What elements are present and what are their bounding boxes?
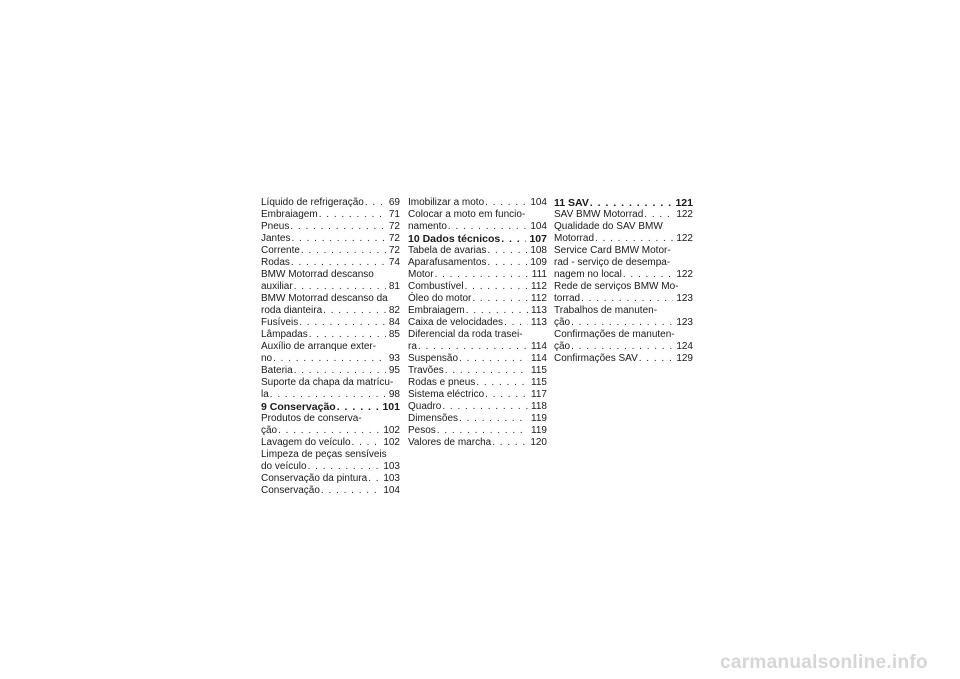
index-entry (261, 377, 400, 401)
index-entry (408, 245, 547, 257)
page-number: 98 (388, 389, 400, 400)
dot-leader (435, 269, 529, 281)
entry-row (408, 341, 547, 353)
page-number: 109 (530, 257, 547, 268)
index-entry (261, 437, 400, 449)
dot-leader (294, 365, 386, 377)
page-number: 84 (388, 317, 400, 328)
entry-title: Sistema eléctrico (408, 389, 485, 400)
entry-row (408, 365, 547, 377)
entry-title: Rodas (261, 257, 290, 268)
entry-row (261, 353, 400, 365)
index-column-3 (554, 197, 693, 365)
index-entry (261, 317, 400, 329)
entry-title: Bateria (261, 365, 293, 376)
entry-title: Conservação (261, 485, 320, 496)
entry-title-line: Qualidade do SAV BMW (554, 221, 663, 232)
entry-row (261, 461, 400, 473)
page-number: 115 (531, 365, 547, 376)
dot-leader (291, 233, 385, 245)
entry-title-line: rad - serviço de desempa- (554, 257, 671, 268)
index-entry (261, 209, 400, 221)
entry-row (554, 209, 693, 221)
dot-leader (294, 281, 386, 293)
entry-row (554, 317, 693, 329)
page-number: 72 (388, 233, 400, 244)
entry-row (261, 281, 400, 293)
page-number: 103 (383, 473, 400, 484)
dot-leader (278, 425, 380, 437)
dot-leader (459, 353, 528, 365)
dot-leader (487, 257, 527, 269)
page-number: 129 (676, 353, 693, 364)
entry-title: Motor (408, 269, 434, 280)
entry-title-line: BMW Motorrad descanso da (261, 293, 388, 304)
entry-title-line: Produtos de conserva- (261, 413, 362, 424)
entry-title-line: Colocar a moto em funcio- (408, 209, 526, 220)
entry-title-line: Suporte da chapa da matrícu- (261, 377, 394, 388)
entry-title: Óleo do motor (408, 293, 472, 304)
entry-row (408, 437, 547, 449)
entry-row (554, 293, 693, 305)
dot-leader (308, 461, 381, 473)
dot-leader (595, 233, 673, 245)
index-entry (261, 257, 400, 269)
entry-row (261, 425, 400, 437)
dot-leader (352, 437, 381, 449)
entry-row (408, 305, 547, 317)
dot-leader (319, 209, 386, 221)
page-number: 81 (388, 281, 400, 292)
entry-title-line: Diferencial da roda trasei- (408, 329, 523, 340)
entry-row (261, 437, 400, 449)
index-entry (261, 245, 400, 257)
index-entry (408, 317, 547, 329)
dot-leader (465, 281, 528, 293)
page-number: 122 (676, 209, 693, 220)
entry-row (261, 257, 400, 269)
index-entry (408, 401, 547, 413)
entry-row (261, 233, 400, 245)
dot-leader (459, 413, 528, 425)
entry-title: Dimensões (408, 413, 459, 424)
chapter-heading (408, 233, 547, 245)
entry-row (261, 317, 400, 329)
index-entry (261, 329, 400, 341)
entry-row (408, 257, 547, 269)
entry-row (408, 269, 547, 281)
dot-leader (571, 317, 673, 329)
page-number: 101 (382, 401, 400, 413)
entry-title-line: Trabalhos de manuten- (554, 305, 658, 316)
entry-title: Tabela de avarias (408, 245, 487, 256)
entry-title: Líquido de refrigeração (261, 197, 364, 208)
entry-title: Conservação da pintura (261, 473, 368, 484)
page-number: 122 (676, 269, 693, 280)
entry-title-line: Confirmações de manuten- (554, 329, 675, 340)
page-number: 115 (531, 377, 547, 388)
entry-title: Pneus (261, 221, 290, 232)
index-entry (554, 329, 693, 353)
dot-leader (437, 425, 528, 437)
dot-leader (291, 257, 386, 269)
entry-title: Corrente (261, 245, 300, 256)
entry-row (261, 221, 400, 233)
index-column-1 (261, 197, 400, 497)
page-number: 69 (388, 197, 400, 208)
entry-title: Caixa de velocidades (408, 317, 504, 328)
dot-leader (290, 221, 386, 233)
dot-leader (472, 293, 528, 305)
index-entry (408, 209, 547, 233)
entry-row (261, 209, 400, 221)
index-entry (261, 233, 400, 245)
page-number: 104 (383, 485, 400, 496)
entry-title: no (261, 353, 273, 364)
page-number: 114 (531, 353, 547, 364)
dot-leader (365, 197, 386, 209)
dot-leader (623, 269, 673, 281)
page-number: 72 (388, 221, 400, 232)
dot-leader (448, 221, 527, 233)
page-number: 114 (531, 341, 547, 352)
page-number: 117 (531, 389, 547, 400)
entry-row (408, 197, 547, 209)
index-entry (554, 221, 693, 245)
page-number: 113 (531, 305, 547, 316)
entry-row (554, 341, 693, 353)
page-number: 71 (388, 209, 400, 220)
index-entry (261, 293, 400, 317)
dot-leader (273, 353, 386, 365)
page-number: 95 (388, 365, 400, 376)
index-entry (408, 353, 547, 365)
entry-title-line: Service Card BMW Motor- (554, 245, 671, 256)
page-number: 82 (388, 305, 400, 316)
chapter-heading (261, 401, 400, 413)
index-entry (408, 257, 547, 269)
entry-row (408, 293, 547, 305)
page-number: 123 (676, 293, 693, 304)
index-entry (261, 365, 400, 377)
dot-leader (445, 365, 528, 377)
entry-title: roda dianteira (261, 305, 323, 316)
dot-leader (644, 209, 673, 221)
index-entry (261, 197, 400, 209)
entry-row (261, 305, 400, 317)
entry-title: Jantes (261, 233, 291, 244)
entry-title: torrad (554, 293, 581, 304)
dot-leader (639, 353, 674, 365)
entry-title: Travões (408, 365, 444, 376)
entry-title: Fusíveis (261, 317, 299, 328)
index-entry (261, 269, 400, 293)
index-entry (554, 305, 693, 329)
index-column-2 (408, 197, 547, 449)
entry-title: SAV BMW Motorrad (554, 209, 644, 220)
entry-title: nagem no local (554, 269, 622, 280)
dot-leader (323, 305, 386, 317)
page-number: 74 (388, 257, 400, 268)
page-number: 119 (531, 425, 547, 436)
entry-row (408, 377, 547, 389)
page-number: 112 (531, 293, 547, 304)
chapter-heading (554, 197, 693, 209)
index-entry (408, 197, 547, 209)
entry-row (408, 413, 547, 425)
entry-title: Rodas e pneus (408, 377, 476, 388)
entry-title: ção (554, 341, 571, 352)
entry-row (261, 485, 400, 497)
entry-row (554, 197, 693, 209)
entry-title: do veículo (261, 461, 307, 472)
page-number: 121 (675, 197, 693, 209)
page-number: 120 (530, 437, 547, 448)
dot-leader (418, 341, 528, 353)
entry-title: la (261, 389, 269, 400)
entry-row (261, 245, 400, 257)
dot-leader (337, 401, 380, 413)
dot-leader (321, 485, 380, 497)
entry-title-line: Rede de serviços BMW Mo- (554, 281, 679, 292)
page-number: 107 (529, 233, 547, 245)
page-number: 111 (531, 269, 547, 280)
page-number: 103 (383, 461, 400, 472)
entry-title: Imobilizar a moto (408, 197, 485, 208)
page-number: 124 (676, 341, 693, 352)
entry-row (408, 221, 547, 233)
index-entry (408, 425, 547, 437)
entry-row (261, 389, 400, 401)
page-number: 123 (676, 317, 693, 328)
dot-leader (270, 389, 386, 401)
entry-title: 10 Dados técnicos (408, 233, 501, 245)
index-entry (261, 413, 400, 437)
entry-title: auxiliar (261, 281, 293, 292)
entry-title: Combustível (408, 281, 464, 292)
index-entry (261, 221, 400, 233)
index-entry (408, 305, 547, 317)
entry-row (554, 353, 693, 365)
page-number: 93 (388, 353, 400, 364)
entry-title: Valores de marcha (408, 437, 492, 448)
entry-title: 9 Conservação (261, 401, 336, 413)
index-entry (554, 245, 693, 281)
dot-leader (571, 341, 673, 353)
entry-row (554, 233, 693, 245)
dot-leader (442, 401, 528, 413)
page-number: 102 (383, 425, 400, 436)
entry-title-line: BMW Motorrad descanso (261, 269, 374, 280)
index-entry (408, 365, 547, 377)
dot-leader (476, 377, 528, 389)
dot-leader (581, 293, 673, 305)
index-entry (554, 353, 693, 365)
page-number: 118 (531, 401, 547, 412)
page-number: 102 (383, 437, 400, 448)
entry-row (408, 353, 547, 365)
entry-title: Quadro (408, 401, 442, 412)
entry-row (408, 233, 547, 245)
dot-leader (492, 437, 527, 449)
entry-title: Pesos (408, 425, 436, 436)
page-number: 108 (530, 245, 547, 256)
entry-row (261, 401, 400, 413)
index-entry (408, 377, 547, 389)
index-entry (554, 281, 693, 305)
entry-row (261, 473, 400, 485)
entry-row (261, 365, 400, 377)
page-number: 104 (530, 197, 547, 208)
page-number: 113 (531, 317, 547, 328)
dot-leader (485, 197, 527, 209)
entry-title: namento (408, 221, 447, 232)
entry-title: Lâmpadas (261, 329, 308, 340)
page-number: 112 (531, 281, 547, 292)
page-number: 85 (388, 329, 400, 340)
page-number: 122 (676, 233, 693, 244)
entry-title: ção (261, 425, 278, 436)
dot-leader (487, 245, 527, 257)
index-entry (261, 485, 400, 497)
entry-row (408, 401, 547, 413)
page-number: 119 (531, 413, 547, 424)
entry-row (261, 197, 400, 209)
entry-title: Embraiagem (408, 305, 465, 316)
entry-row (408, 245, 547, 257)
dot-leader (299, 317, 386, 329)
page-number: 104 (530, 221, 547, 232)
entry-title: Suspensão (408, 353, 459, 364)
entry-row (554, 269, 693, 281)
entry-title: Confirmações SAV (554, 353, 638, 364)
index-entry (554, 209, 693, 221)
entry-title: Embraiagem (261, 209, 318, 220)
entry-title: 11 SAV (554, 197, 589, 209)
index-entry (408, 281, 547, 293)
index-entry (408, 329, 547, 353)
dot-leader (309, 329, 386, 341)
index-entry (261, 473, 400, 485)
entry-title: Lavagem do veículo (261, 437, 351, 448)
entry-title-line: Auxílio de arranque exter- (261, 341, 377, 352)
entry-row (261, 329, 400, 341)
index-entry (408, 293, 547, 305)
page-number: 72 (388, 245, 400, 256)
entry-title-line: Limpeza de peças sensíveis (261, 449, 387, 460)
watermark-text: carmanualsonline.info (720, 652, 928, 673)
index-entry (408, 437, 547, 449)
dot-leader (590, 197, 673, 209)
dot-leader (368, 473, 380, 485)
entry-row (408, 389, 547, 401)
entry-row (408, 425, 547, 437)
dot-leader (466, 305, 528, 317)
dot-leader (485, 389, 528, 401)
entry-row (408, 281, 547, 293)
index-entry (261, 341, 400, 365)
index-entry (261, 449, 400, 473)
entry-title: Aparafusamentos (408, 257, 487, 268)
dot-leader (504, 317, 528, 329)
entry-title: ção (554, 317, 571, 328)
index-entry (408, 389, 547, 401)
index-entry (408, 413, 547, 425)
entry-row (408, 317, 547, 329)
dot-leader (501, 233, 526, 245)
index-entry (408, 269, 547, 281)
dot-leader (301, 245, 386, 257)
entry-title: ra (408, 341, 417, 352)
entry-title: Motorrad (554, 233, 595, 244)
